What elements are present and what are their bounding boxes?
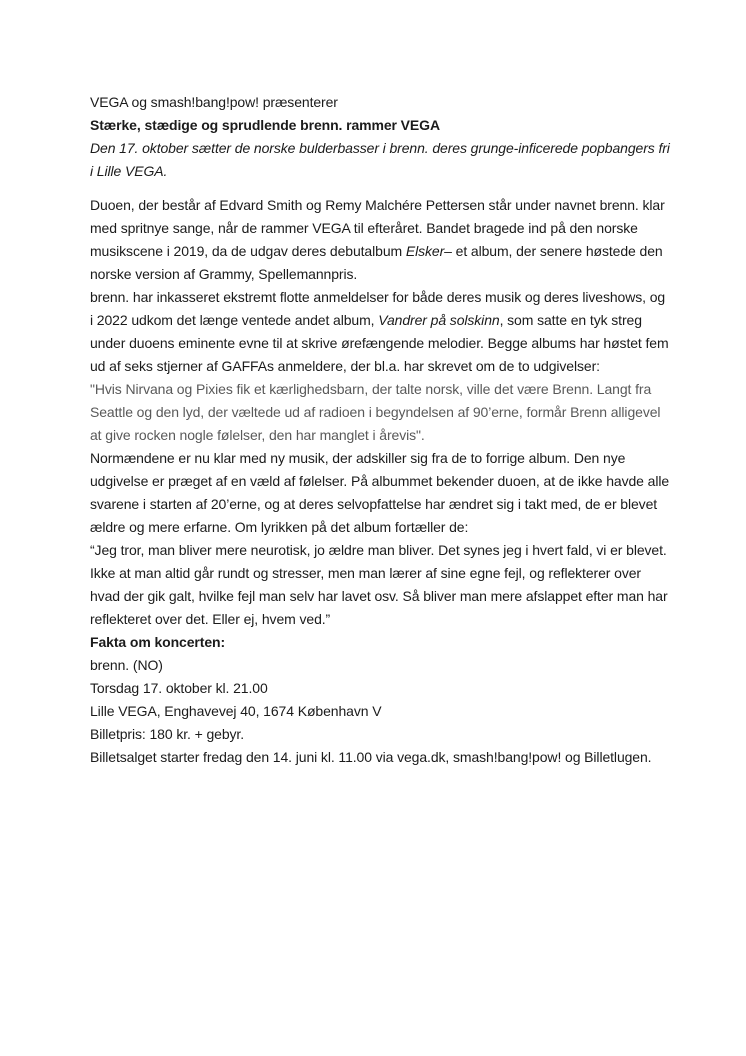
facts-line-artist: brenn. (NO) [90,657,163,673]
paragraph-text: , som satte en tyk streg under duoens eminente evne til at skrive ørefængende melodier. Begge albums har høstet fem ud af seks stjerner af GAFFAs anmeldere, der bl.a. har skrevet om de to udgivelser: [90,312,669,374]
paragraph-text: – et album, der senere høstede den norske version af Grammy, Spellemannpris. [90,243,663,282]
paragraph-text: brenn. har inkasseret ekstremt flotte anmeldelser for både deres musik og deres liveshows, og i 2022 udkom det længe ventede andet album, [90,289,666,328]
facts-line-price: Billetpris: 180 kr. + gebyr. [90,726,245,742]
intro-block [90,91,670,183]
facts-line-date: Torsdag 17. oktober kl. 21.00 [90,680,268,696]
facts-heading: Fakta om koncerten: [90,634,226,650]
facts-line-ticket-sale: Billetsalget starter fredag den 14. juni kl. 11.00 via vega.dk, smash!bang!pow! og Billetlugen. [90,749,652,765]
headline: Stærke, stædige og sprudlende brenn. rammer VEGA [90,117,440,133]
album-title-elsker: Elsker [405,243,445,259]
gaffa-review-quote: "Hvis Nirvana og Pixies fik et kærlighedsbarn, der talte norsk, ville det være Brenn. Langt fra Seattle og den lyd, der væltede ud af radioen i begyndelsen af 90’erne, formår Brenn alligevel at give rocken nogle følelser, den har manglet i årevis". [90,381,661,443]
presenter-line: VEGA og smash!bang!pow! præsenterer [90,94,338,110]
lede: Den 17. oktober sætter de norske bulderbasser i brenn. deres grunge-inficerede popbangers fri i Lille VEGA. [90,140,670,179]
album-title-vandrer-pa-solskinn: Vandrer på solskinn [378,312,500,328]
paragraph-duo-background [90,194,670,286]
facts-line-venue: Lille VEGA, Enghavevej 40, 1674 København V [90,703,382,719]
paragraph-text: Duoen, der består af Edvard Smith og Remy Malchére Pettersen står under navnet brenn. klar med spritnye sange, når de rammer VEGA til efteråret. Bandet bragede ind på den norske musikscene i 2019, da de udgav deres debutalbum [90,197,665,259]
paragraph-reviews [90,286,670,378]
press-release-body [90,91,670,769]
paragraph-new-music: Normændene er nu klar med ny musik, der adskiller sig fra de to forrige album. Den nye udgivelse er præget af en væld af følelser. På albummet bekender duoen, at de ikke havde alle svarene i starten af 20’erne, og at deres selvopfattelse har ændret sig i takt med, de er blevet ældre og mere erfarne. Om lyrikken på det album fortæller de: [90,450,670,535]
concert-facts-block [90,631,670,769]
band-quote: “Jeg tror, man bliver mere neurotisk, jo ældre man bliver. Det synes jeg i hvert fald, vi er blevet. Ikke at man altid går rundt og stresser, men man lærer af sine egne fejl, og reflekterer over hvad der gik galt, hvilke fejl man selv har lavet osv. Så bliver man mere afslappet efter man har reflekteret over det. Eller ej, hvem ved.” [90,542,668,627]
